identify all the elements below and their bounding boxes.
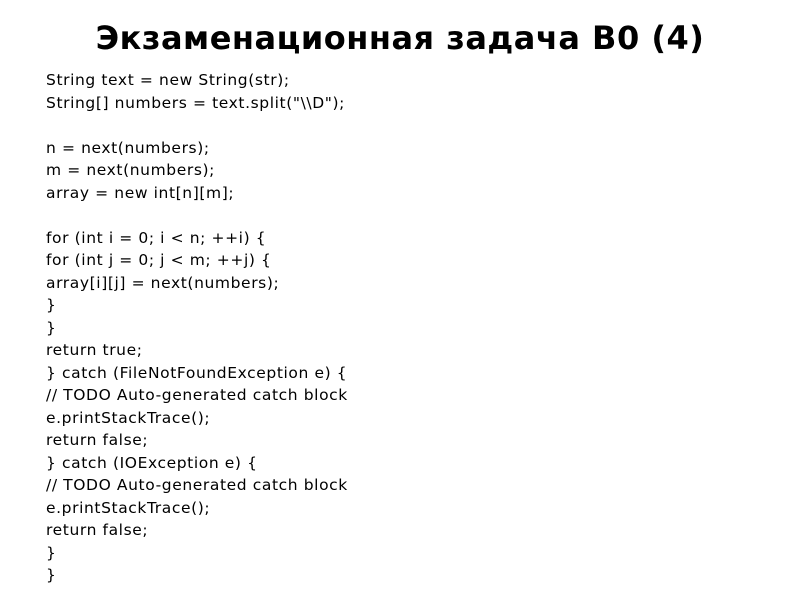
code-block — [46, 69, 766, 587]
code-line: for (int j = 0; j < m; ++j) { — [46, 251, 272, 269]
code-line: m = next(numbers); — [46, 161, 215, 179]
code-line — [46, 204, 766, 227]
code-line — [46, 114, 766, 137]
code-line: e.printStackTrace(); — [46, 408, 211, 427]
code-line: // TODO Auto-generated catch block — [46, 476, 348, 494]
code-line: } catch (IOException e) { — [46, 453, 258, 472]
code-line: } — [46, 318, 57, 337]
code-line: for (int i = 0; i < n; ++i) { — [46, 228, 267, 247]
code-line: return true; — [46, 341, 143, 359]
code-line: array[i][j] = next(numbers); — [46, 273, 280, 292]
code-line: String text = new String(str); — [46, 71, 290, 89]
code-line: return false; — [46, 431, 149, 449]
code-line: } — [46, 296, 57, 314]
code-line: } catch (FileNotFoundException e) { — [46, 363, 348, 382]
code-line: n = next(numbers); — [46, 138, 210, 157]
code-line: } — [46, 543, 57, 562]
code-line: // TODO Auto-generated catch block — [46, 386, 348, 404]
slide-title: Экзаменационная задача В0 (4) — [95, 19, 705, 57]
code-line: array = new int[n][m]; — [46, 183, 235, 202]
code-line: e.printStackTrace(); — [46, 498, 211, 517]
code-line: return false; — [46, 521, 149, 539]
code-line: String[] numbers = text.split("\\D"); — [46, 93, 345, 112]
code-line: } — [46, 566, 57, 584]
